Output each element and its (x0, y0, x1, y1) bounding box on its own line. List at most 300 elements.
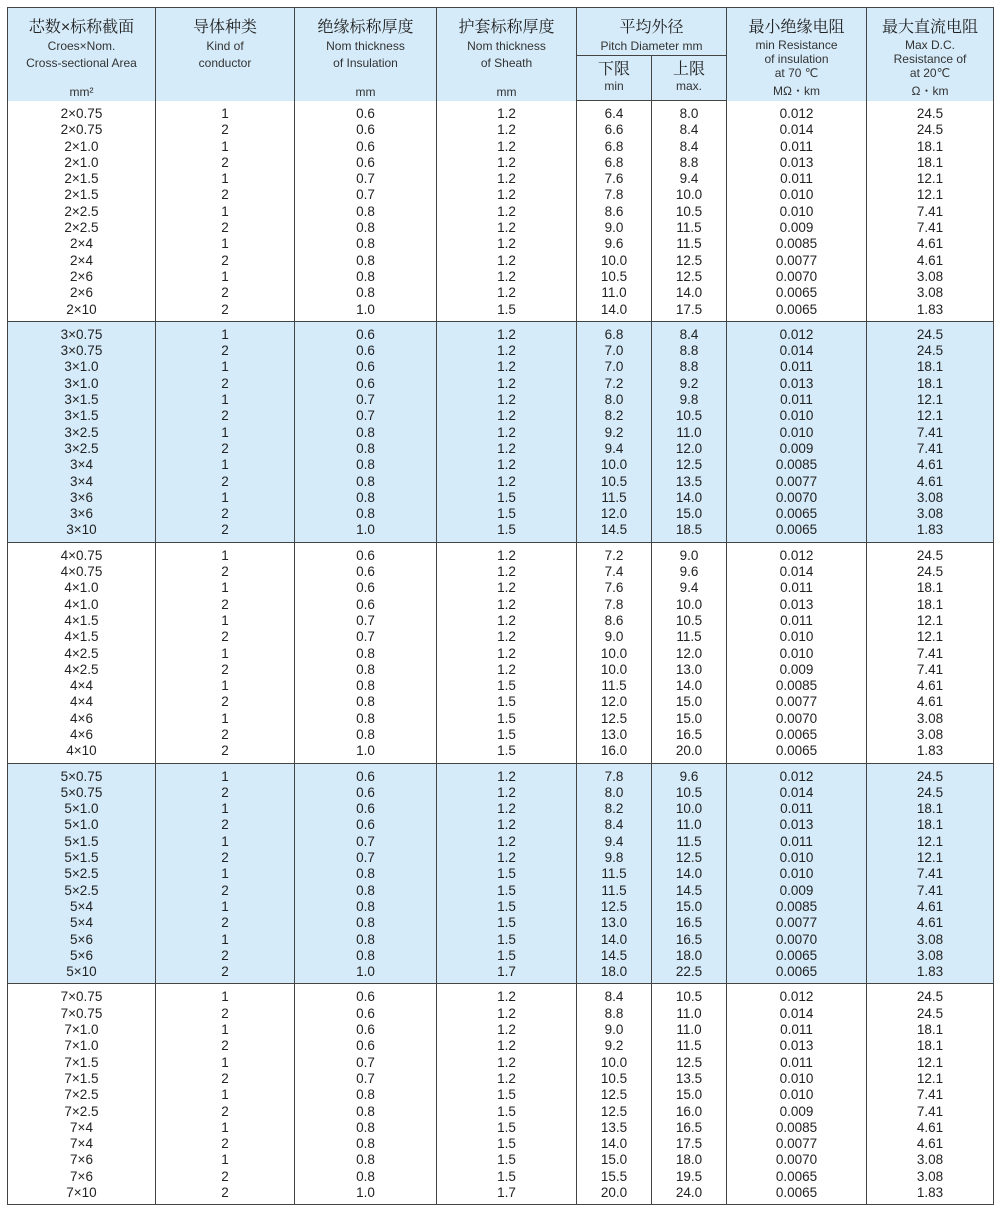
cell-diameter-max: 19.5 (652, 1169, 727, 1185)
cell-insulation-thickness: 0.8 (295, 269, 437, 285)
cell-diameter-min: 7.6 (577, 171, 652, 187)
cell-diameter-max: 14.0 (652, 285, 727, 301)
cell-cross-section: 5×4 (8, 899, 156, 915)
cell-diameter-min: 14.0 (577, 302, 652, 322)
cell-cross-section: 7×0.75 (8, 1006, 156, 1022)
cell-max-dc-resistance: 4.61 (867, 899, 994, 915)
cell-sheath-thickness: 1.5 (437, 727, 577, 743)
cell-diameter-max: 11.0 (652, 1006, 727, 1022)
header-cross-section-en2: Cross-sectional Area (26, 56, 137, 70)
cell-sheath-thickness: 1.2 (437, 1055, 577, 1071)
table-row (8, 564, 994, 580)
cell-min-insulation-resistance: 0.012 (727, 542, 867, 564)
cell-sheath-thickness: 1.7 (437, 1185, 577, 1205)
cell-cross-section: 3×0.75 (8, 321, 156, 343)
cell-min-insulation-resistance: 0.010 (727, 629, 867, 645)
cell-min-insulation-resistance: 0.0085 (727, 1120, 867, 1136)
cell-insulation-thickness: 0.7 (295, 834, 437, 850)
header-insulation-thickness (295, 8, 437, 101)
cell-cross-section: 4×1.5 (8, 613, 156, 629)
cell-cross-section: 7×2.5 (8, 1087, 156, 1103)
cell-min-insulation-resistance: 0.0065 (727, 285, 867, 301)
cell-conductor-kind: 1 (156, 646, 295, 662)
cell-diameter-max: 10.0 (652, 187, 727, 203)
header-cross-section-unit: mm² (69, 84, 94, 99)
table-row (8, 1006, 994, 1022)
table-row (8, 646, 994, 662)
cell-diameter-min: 15.0 (577, 1152, 652, 1168)
header-min-insulation-resistance-en3: at 70 ℃ (774, 66, 819, 80)
cell-sheath-thickness: 1.2 (437, 785, 577, 801)
cell-diameter-min: 16.0 (577, 743, 652, 763)
cell-cross-section: 2×2.5 (8, 220, 156, 236)
cell-conductor-kind: 2 (156, 441, 295, 457)
cell-min-insulation-resistance: 0.014 (727, 785, 867, 801)
cell-sheath-thickness: 1.5 (437, 1087, 577, 1103)
cell-diameter-min: 12.5 (577, 899, 652, 915)
header-diameter-max-en: max. (675, 79, 702, 93)
cell-diameter-min: 9.0 (577, 220, 652, 236)
cell-diameter-min: 14.0 (577, 932, 652, 948)
cell-diameter-min: 10.0 (577, 646, 652, 662)
cell-cross-section: 3×1.5 (8, 408, 156, 424)
cell-conductor-kind: 1 (156, 425, 295, 441)
cell-diameter-max: 11.5 (652, 629, 727, 645)
cell-sheath-thickness: 1.2 (437, 236, 577, 252)
cell-insulation-thickness: 1.0 (295, 1185, 437, 1205)
cell-insulation-thickness: 0.8 (295, 915, 437, 931)
cell-max-dc-resistance: 7.41 (867, 883, 994, 899)
cell-diameter-max: 14.0 (652, 490, 727, 506)
cell-diameter-max: 11.5 (652, 1038, 727, 1054)
cell-diameter-min: 14.0 (577, 1136, 652, 1152)
cell-cross-section: 7×10 (8, 1185, 156, 1205)
cell-conductor-kind: 1 (156, 984, 295, 1006)
cell-diameter-min: 9.8 (577, 850, 652, 866)
cell-max-dc-resistance: 1.83 (867, 964, 994, 984)
cell-diameter-min: 7.6 (577, 580, 652, 596)
cell-insulation-thickness: 0.6 (295, 817, 437, 833)
cell-insulation-thickness: 0.6 (295, 139, 437, 155)
cell-insulation-thickness: 0.6 (295, 155, 437, 171)
cell-cross-section: 3×6 (8, 506, 156, 522)
cell-diameter-min: 9.6 (577, 236, 652, 252)
cell-max-dc-resistance: 7.41 (867, 425, 994, 441)
cell-diameter-max: 12.0 (652, 646, 727, 662)
cell-sheath-thickness: 1.2 (437, 984, 577, 1006)
cell-diameter-min: 13.5 (577, 1120, 652, 1136)
cell-diameter-max: 9.4 (652, 580, 727, 596)
cell-sheath-thickness: 1.5 (437, 522, 577, 542)
cell-diameter-min: 10.5 (577, 474, 652, 490)
cell-cross-section: 2×6 (8, 269, 156, 285)
cell-min-insulation-resistance: 0.011 (727, 359, 867, 375)
cell-max-dc-resistance: 18.1 (867, 1022, 994, 1038)
cell-min-insulation-resistance: 0.009 (727, 441, 867, 457)
cell-conductor-kind: 1 (156, 269, 295, 285)
cell-min-insulation-resistance: 0.010 (727, 408, 867, 424)
cell-min-insulation-resistance: 0.011 (727, 834, 867, 850)
cell-min-insulation-resistance: 0.013 (727, 155, 867, 171)
cell-diameter-min: 10.5 (577, 269, 652, 285)
table-row (8, 866, 994, 882)
cell-insulation-thickness: 0.6 (295, 597, 437, 613)
cell-min-insulation-resistance: 0.011 (727, 171, 867, 187)
cell-sheath-thickness: 1.2 (437, 564, 577, 580)
cell-min-insulation-resistance: 0.0077 (727, 694, 867, 710)
cell-diameter-max: 16.5 (652, 1120, 727, 1136)
cell-cross-section: 2×2.5 (8, 204, 156, 220)
cell-diameter-max: 12.5 (652, 1055, 727, 1071)
cell-diameter-min: 13.0 (577, 915, 652, 931)
cell-insulation-thickness: 0.8 (295, 474, 437, 490)
cell-max-dc-resistance: 18.1 (867, 1038, 994, 1054)
cell-diameter-min: 13.0 (577, 727, 652, 743)
cell-diameter-min: 7.8 (577, 597, 652, 613)
cell-diameter-min: 9.4 (577, 441, 652, 457)
cell-min-insulation-resistance: 0.012 (727, 984, 867, 1006)
cell-diameter-min: 8.2 (577, 801, 652, 817)
table-row (8, 743, 994, 763)
cell-diameter-max: 12.5 (652, 253, 727, 269)
cell-insulation-thickness: 0.7 (295, 850, 437, 866)
cell-diameter-max: 9.0 (652, 542, 727, 564)
cell-max-dc-resistance: 3.08 (867, 727, 994, 743)
cell-conductor-kind: 1 (156, 1120, 295, 1136)
cell-sheath-thickness: 1.5 (437, 743, 577, 763)
cell-diameter-max: 10.0 (652, 801, 727, 817)
cell-max-dc-resistance: 3.08 (867, 948, 994, 964)
cell-cross-section: 4×2.5 (8, 662, 156, 678)
cell-diameter-min: 8.4 (577, 817, 652, 833)
cell-min-insulation-resistance: 0.010 (727, 1071, 867, 1087)
cell-conductor-kind: 2 (156, 187, 295, 203)
cell-min-insulation-resistance: 0.010 (727, 425, 867, 441)
cell-conductor-kind: 1 (156, 490, 295, 506)
table-row (8, 1087, 994, 1103)
cell-min-insulation-resistance: 0.0085 (727, 457, 867, 473)
cell-insulation-thickness: 0.6 (295, 785, 437, 801)
cell-conductor-kind: 2 (156, 564, 295, 580)
cell-conductor-kind: 2 (156, 662, 295, 678)
cell-diameter-min: 10.0 (577, 457, 652, 473)
cell-min-insulation-resistance: 0.010 (727, 866, 867, 882)
cell-diameter-max: 17.5 (652, 302, 727, 322)
cell-conductor-kind: 1 (156, 139, 295, 155)
cell-diameter-max: 16.0 (652, 1104, 727, 1120)
cell-insulation-thickness: 0.8 (295, 866, 437, 882)
cell-conductor-kind: 2 (156, 1071, 295, 1087)
cell-diameter-max: 9.8 (652, 392, 727, 408)
cell-cross-section: 3×1.0 (8, 359, 156, 375)
cell-sheath-thickness: 1.2 (437, 101, 577, 123)
cell-insulation-thickness: 0.6 (295, 122, 437, 138)
cell-min-insulation-resistance: 0.0085 (727, 236, 867, 252)
cell-insulation-thickness: 0.7 (295, 613, 437, 629)
cell-sheath-thickness: 1.5 (437, 678, 577, 694)
cell-min-insulation-resistance: 0.0065 (727, 948, 867, 964)
cell-cross-section: 7×2.5 (8, 1104, 156, 1120)
cell-max-dc-resistance: 3.08 (867, 1152, 994, 1168)
cell-insulation-thickness: 1.0 (295, 743, 437, 763)
table-row (8, 694, 994, 710)
cell-insulation-thickness: 0.8 (295, 694, 437, 710)
cell-max-dc-resistance: 12.1 (867, 408, 994, 424)
cell-sheath-thickness: 1.2 (437, 629, 577, 645)
cell-max-dc-resistance: 3.08 (867, 711, 994, 727)
table-row (8, 321, 994, 343)
cell-min-insulation-resistance: 0.0085 (727, 678, 867, 694)
table-row (8, 441, 994, 457)
cell-diameter-max: 9.6 (652, 564, 727, 580)
cell-insulation-thickness: 0.8 (295, 899, 437, 915)
cell-cross-section: 7×0.75 (8, 984, 156, 1006)
table-row (8, 727, 994, 743)
cell-max-dc-resistance: 12.1 (867, 171, 994, 187)
cell-diameter-max: 8.8 (652, 343, 727, 359)
cell-sheath-thickness: 1.2 (437, 155, 577, 171)
table-row (8, 490, 994, 506)
cell-min-insulation-resistance: 0.009 (727, 1104, 867, 1120)
cell-diameter-max: 16.5 (652, 932, 727, 948)
cell-max-dc-resistance: 4.61 (867, 1136, 994, 1152)
cell-min-insulation-resistance: 0.0065 (727, 506, 867, 522)
header-sheath-thickness-unit: mm (496, 84, 517, 99)
header-conductor-kind-en1: Kind of (206, 39, 244, 53)
table-row (8, 597, 994, 613)
cell-cross-section: 3×4 (8, 474, 156, 490)
cell-sheath-thickness: 1.7 (437, 964, 577, 984)
cell-sheath-thickness: 1.2 (437, 1071, 577, 1087)
cell-cross-section: 5×0.75 (8, 785, 156, 801)
cell-diameter-max: 14.5 (652, 883, 727, 899)
cell-sheath-thickness: 1.5 (437, 932, 577, 948)
cell-conductor-kind: 1 (156, 1152, 295, 1168)
cell-conductor-kind: 1 (156, 580, 295, 596)
cell-diameter-min: 10.5 (577, 1071, 652, 1087)
cell-diameter-max: 11.0 (652, 1022, 727, 1038)
cell-diameter-max: 15.0 (652, 694, 727, 710)
cell-sheath-thickness: 1.2 (437, 646, 577, 662)
cell-min-insulation-resistance: 0.013 (727, 817, 867, 833)
cell-min-insulation-resistance: 0.0065 (727, 964, 867, 984)
cell-max-dc-resistance: 18.1 (867, 817, 994, 833)
cell-max-dc-resistance: 4.61 (867, 678, 994, 694)
table-row (8, 474, 994, 490)
cell-max-dc-resistance: 3.08 (867, 506, 994, 522)
cell-sheath-thickness: 1.5 (437, 506, 577, 522)
cell-insulation-thickness: 0.8 (295, 646, 437, 662)
cell-max-dc-resistance: 18.1 (867, 580, 994, 596)
cell-diameter-min: 7.0 (577, 343, 652, 359)
header-insulation-thickness-zh: 绝缘标称厚度 (317, 19, 414, 36)
cell-min-insulation-resistance: 0.011 (727, 580, 867, 596)
cell-diameter-min: 9.4 (577, 834, 652, 850)
cell-insulation-thickness: 0.7 (295, 1071, 437, 1087)
table-row (8, 522, 994, 542)
cell-insulation-thickness: 0.8 (295, 236, 437, 252)
table-row (8, 1120, 994, 1136)
cell-insulation-thickness: 0.8 (295, 220, 437, 236)
header-pitch-diameter-zh: 平均外径 (619, 19, 684, 36)
cell-insulation-thickness: 0.8 (295, 441, 437, 457)
cell-diameter-max: 9.4 (652, 171, 727, 187)
table-group (8, 542, 994, 763)
cell-cross-section: 3×1.0 (8, 376, 156, 392)
cell-diameter-max: 14.0 (652, 678, 727, 694)
cell-diameter-min: 8.4 (577, 984, 652, 1006)
table-row (8, 932, 994, 948)
cell-sheath-thickness: 1.2 (437, 204, 577, 220)
cell-sheath-thickness: 1.2 (437, 425, 577, 441)
cell-sheath-thickness: 1.5 (437, 1152, 577, 1168)
cell-max-dc-resistance: 24.5 (867, 564, 994, 580)
cell-min-insulation-resistance: 0.0077 (727, 915, 867, 931)
cell-diameter-max: 8.0 (652, 101, 727, 123)
header-max-dc-resistance-unit: Ω・km (911, 83, 949, 98)
cell-insulation-thickness: 0.6 (295, 564, 437, 580)
cell-insulation-thickness: 0.8 (295, 948, 437, 964)
cell-sheath-thickness: 1.2 (437, 253, 577, 269)
table-row (8, 425, 994, 441)
cell-diameter-max: 8.4 (652, 321, 727, 343)
cell-diameter-min: 18.0 (577, 964, 652, 984)
cell-diameter-min: 9.2 (577, 425, 652, 441)
cell-cross-section: 5×2.5 (8, 866, 156, 882)
header-sheath-thickness-en1: Nom thickness (467, 39, 546, 53)
cell-min-insulation-resistance: 0.0065 (727, 302, 867, 322)
table-row (8, 253, 994, 269)
cell-diameter-max: 11.5 (652, 236, 727, 252)
cell-max-dc-resistance: 24.5 (867, 343, 994, 359)
table-row (8, 629, 994, 645)
cell-sheath-thickness: 1.2 (437, 441, 577, 457)
header-diameter-max-zh: 上限 (672, 61, 705, 78)
cell-conductor-kind: 2 (156, 964, 295, 984)
cell-insulation-thickness: 0.7 (295, 408, 437, 424)
cell-cross-section: 4×0.75 (8, 564, 156, 580)
header-insulation-thickness-unit: mm (355, 84, 376, 99)
cell-diameter-max: 10.5 (652, 984, 727, 1006)
cell-conductor-kind: 2 (156, 343, 295, 359)
cell-diameter-max: 18.0 (652, 948, 727, 964)
table-row (8, 343, 994, 359)
table-row (8, 302, 994, 322)
header-pitch-diameter (577, 8, 727, 56)
cell-diameter-min: 12.0 (577, 694, 652, 710)
cell-sheath-thickness: 1.2 (437, 474, 577, 490)
cell-conductor-kind: 1 (156, 866, 295, 882)
cell-sheath-thickness: 1.5 (437, 899, 577, 915)
table-row (8, 542, 994, 564)
cell-diameter-max: 8.8 (652, 359, 727, 375)
header-insulation-thickness-en1: Nom thickness (326, 39, 405, 53)
table-row (8, 1185, 994, 1205)
cell-min-insulation-resistance: 0.0065 (727, 522, 867, 542)
cell-cross-section: 3×0.75 (8, 343, 156, 359)
table-row (8, 1152, 994, 1168)
cell-max-dc-resistance: 7.41 (867, 1104, 994, 1120)
cell-diameter-min: 7.4 (577, 564, 652, 580)
cell-diameter-min: 12.5 (577, 1087, 652, 1103)
table-row (8, 1038, 994, 1054)
cell-cross-section: 2×4 (8, 253, 156, 269)
cell-max-dc-resistance: 18.1 (867, 801, 994, 817)
table-row (8, 392, 994, 408)
cell-sheath-thickness: 1.2 (437, 359, 577, 375)
cell-diameter-max: 8.8 (652, 155, 727, 171)
cell-cross-section: 4×4 (8, 694, 156, 710)
cell-min-insulation-resistance: 0.014 (727, 122, 867, 138)
cell-cross-section: 4×4 (8, 678, 156, 694)
cell-diameter-min: 11.0 (577, 285, 652, 301)
cell-diameter-min: 10.0 (577, 662, 652, 678)
table-row (8, 948, 994, 964)
header-max-dc-resistance (867, 8, 994, 101)
table-row (8, 359, 994, 375)
cell-insulation-thickness: 0.6 (295, 376, 437, 392)
cell-conductor-kind: 2 (156, 220, 295, 236)
cell-min-insulation-resistance: 0.012 (727, 101, 867, 123)
cell-cross-section: 7×1.5 (8, 1071, 156, 1087)
cell-insulation-thickness: 0.6 (295, 101, 437, 123)
cell-cross-section: 2×10 (8, 302, 156, 322)
cell-diameter-max: 12.5 (652, 457, 727, 473)
cell-max-dc-resistance: 24.5 (867, 101, 994, 123)
table-row (8, 785, 994, 801)
cell-conductor-kind: 1 (156, 1055, 295, 1071)
cable-spec-table (7, 7, 994, 1205)
cell-insulation-thickness: 0.6 (295, 763, 437, 785)
cell-conductor-kind: 2 (156, 597, 295, 613)
cell-sheath-thickness: 1.5 (437, 302, 577, 322)
cell-min-insulation-resistance: 0.010 (727, 850, 867, 866)
cell-diameter-min: 7.8 (577, 763, 652, 785)
cell-insulation-thickness: 1.0 (295, 522, 437, 542)
cell-sheath-thickness: 1.2 (437, 457, 577, 473)
cell-conductor-kind: 1 (156, 542, 295, 564)
table-row (8, 457, 994, 473)
cell-conductor-kind: 1 (156, 236, 295, 252)
header-sheath-thickness (437, 8, 577, 101)
cell-max-dc-resistance: 7.41 (867, 204, 994, 220)
cell-insulation-thickness: 0.8 (295, 1152, 437, 1168)
cell-insulation-thickness: 0.6 (295, 1038, 437, 1054)
cell-cross-section: 4×6 (8, 727, 156, 743)
cell-max-dc-resistance: 3.08 (867, 285, 994, 301)
cell-conductor-kind: 2 (156, 629, 295, 645)
cell-conductor-kind: 2 (156, 1185, 295, 1205)
cell-max-dc-resistance: 3.08 (867, 1169, 994, 1185)
cell-min-insulation-resistance: 0.014 (727, 1006, 867, 1022)
cell-sheath-thickness: 1.2 (437, 542, 577, 564)
cell-diameter-max: 10.0 (652, 597, 727, 613)
cell-sheath-thickness: 1.5 (437, 711, 577, 727)
cell-max-dc-resistance: 4.61 (867, 474, 994, 490)
cell-cross-section: 5×10 (8, 964, 156, 984)
cell-diameter-max: 18.0 (652, 1152, 727, 1168)
header-diameter-min-en: min (604, 79, 624, 93)
cell-conductor-kind: 2 (156, 522, 295, 542)
table-row (8, 220, 994, 236)
cell-insulation-thickness: 0.6 (295, 1022, 437, 1038)
cell-diameter-max: 13.5 (652, 474, 727, 490)
cell-insulation-thickness: 0.6 (295, 984, 437, 1006)
header-max-dc-resistance-zh: 最大直流电阻 (881, 19, 978, 36)
cell-diameter-max: 8.4 (652, 122, 727, 138)
cell-diameter-max: 12.5 (652, 850, 727, 866)
table-row (8, 139, 994, 155)
